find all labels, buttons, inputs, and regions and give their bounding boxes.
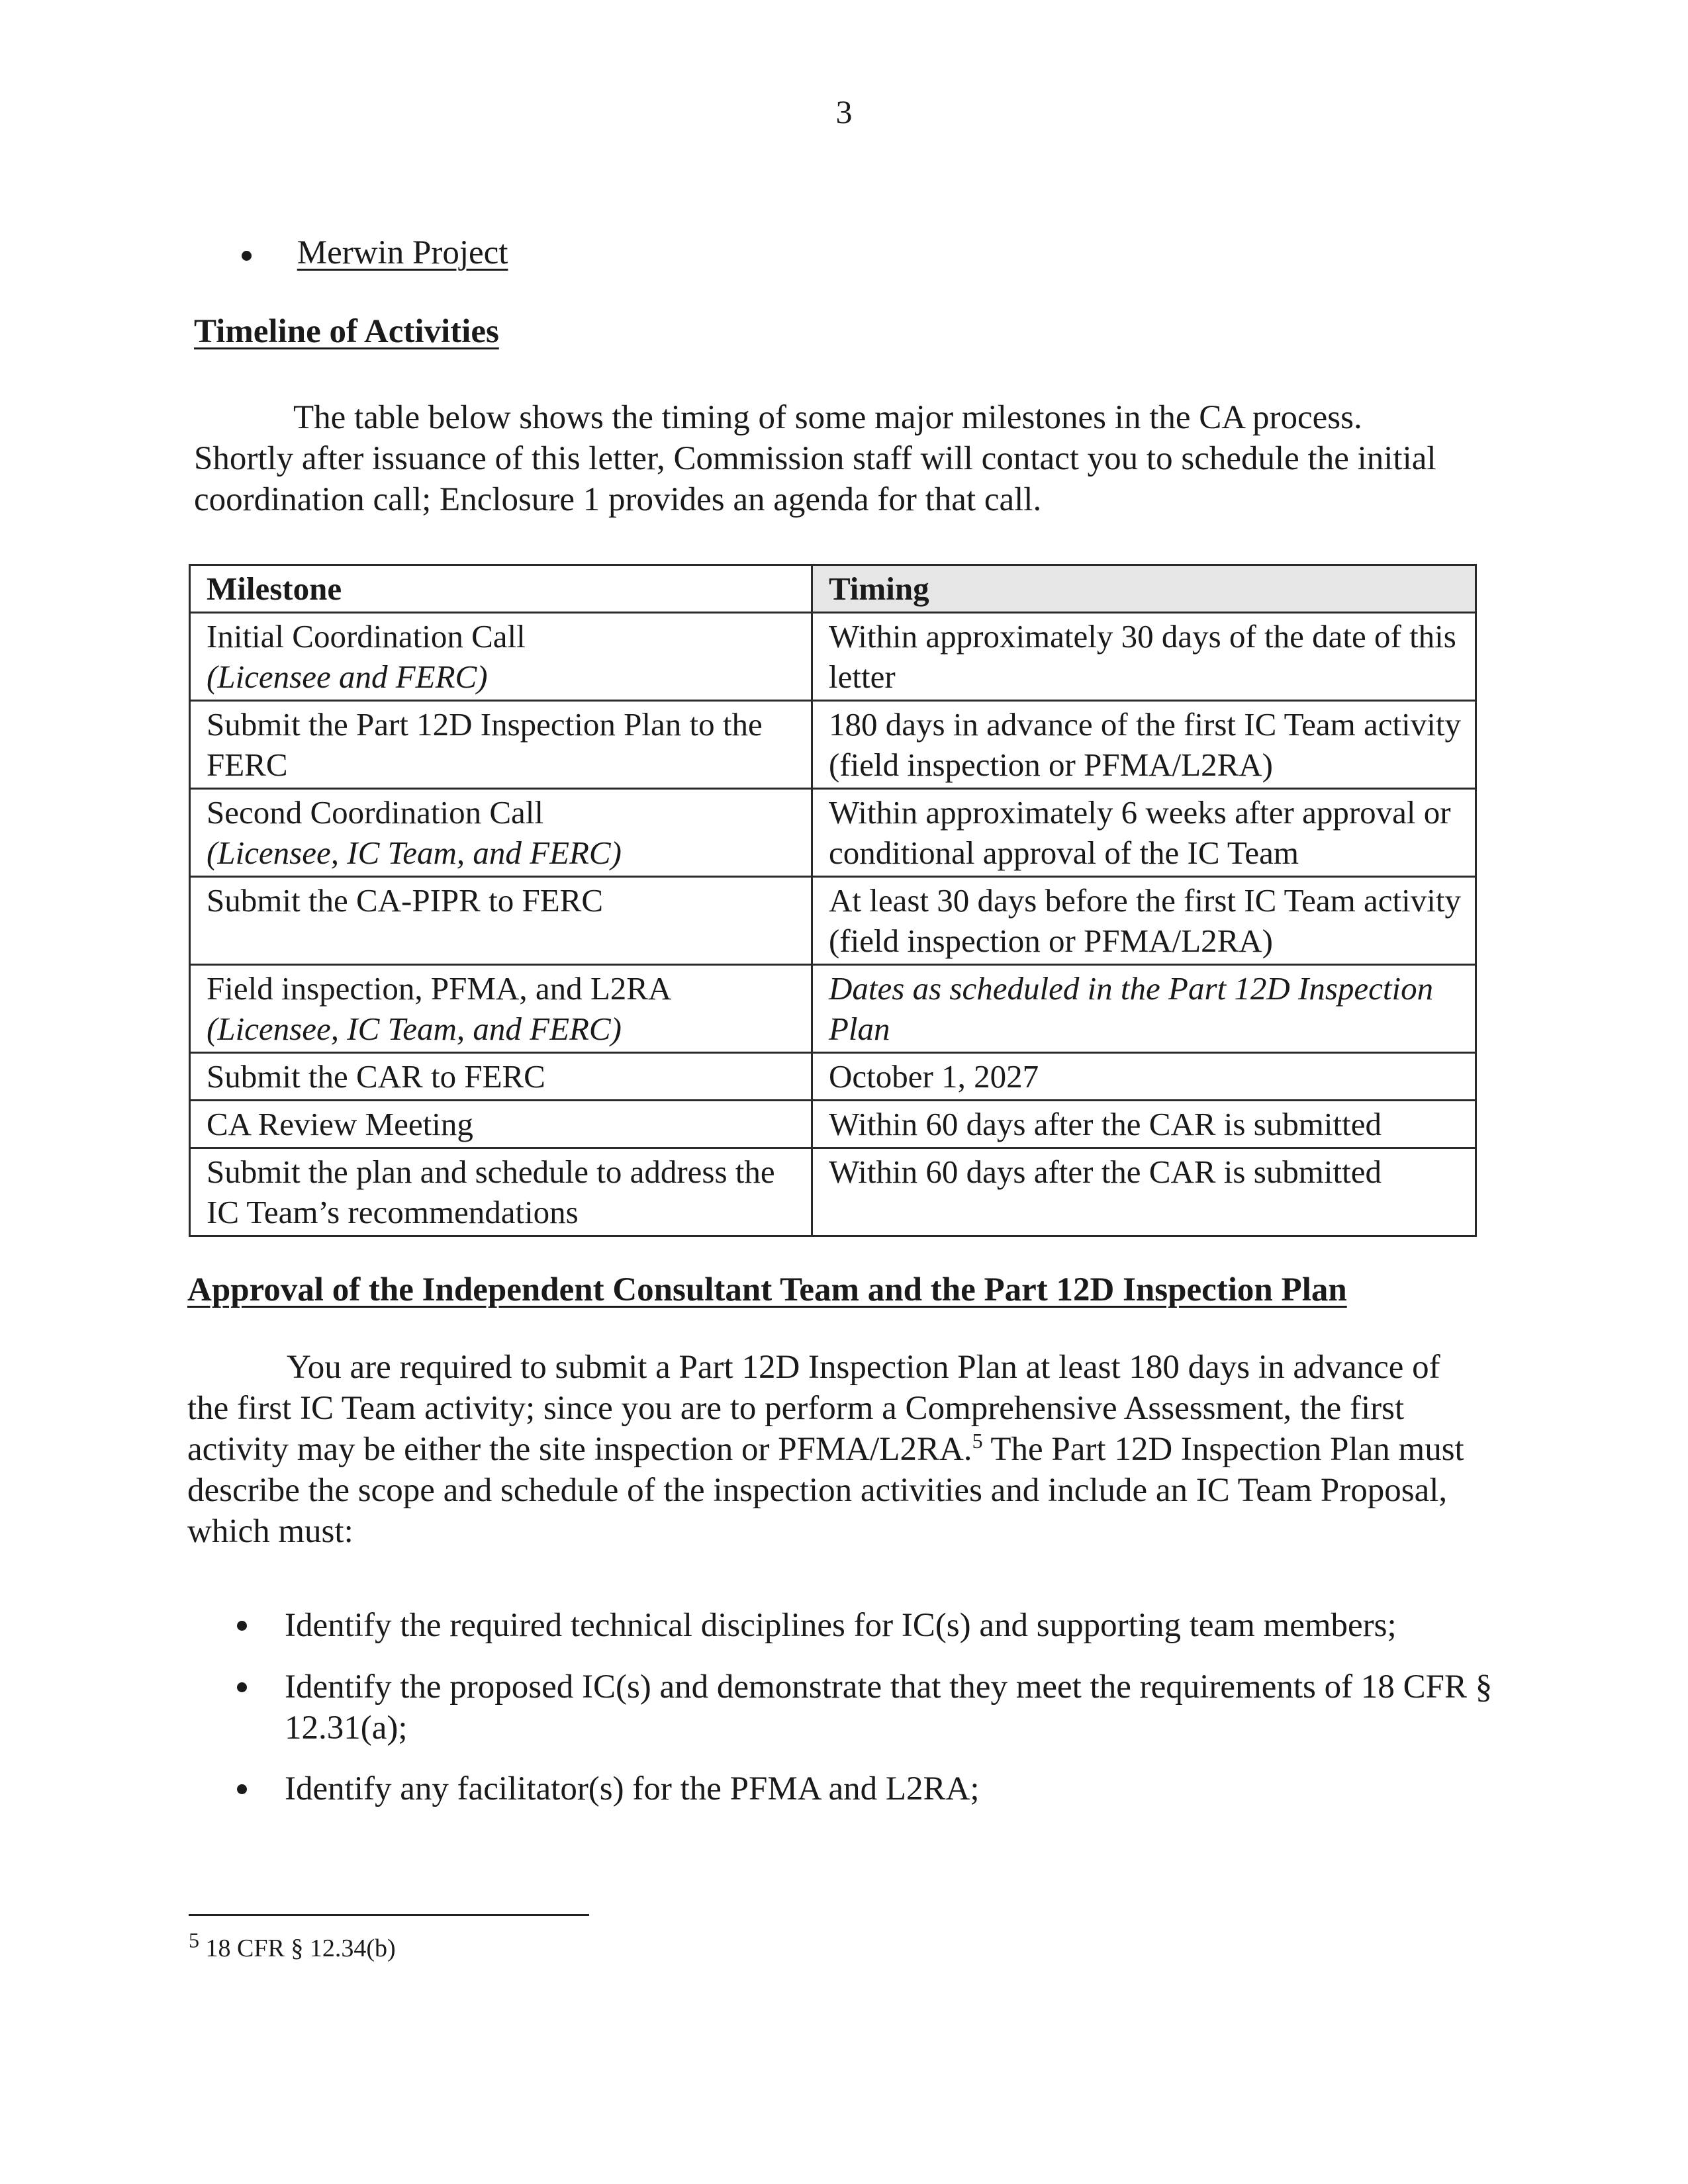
table-row <box>190 1148 1476 1236</box>
milestone-parties: (Licensee and FERC) <box>207 659 488 695</box>
milestone-cell <box>190 789 812 877</box>
milestone-cell <box>190 1148 812 1236</box>
bullet-dot <box>242 251 252 261</box>
milestone-cell <box>190 701 812 789</box>
milestone-text: CA Review Meeting <box>207 1106 473 1142</box>
header-timing: Timing <box>812 565 1476 613</box>
table-header-row <box>190 565 1476 613</box>
table-row <box>190 701 1476 789</box>
milestone-parties: (Licensee, IC Team, and FERC) <box>207 1011 622 1047</box>
section-heading-approval: Approval of the Independent Consultant Team and the Part 12D Inspection Plan <box>187 1271 1347 1308</box>
table-row <box>190 613 1476 701</box>
table-row <box>190 1053 1476 1101</box>
milestone-text: Second Coordination Call <box>207 794 543 831</box>
table-row <box>190 1101 1476 1148</box>
timing-cell: Within 60 days after the CAR is submitted <box>812 1101 1476 1148</box>
milestone-cell <box>190 877 812 965</box>
approval-text-1: You are required to submit a Part 12D Inspection Plan at least 180 days in advance of the first IC Team activity; since you are to perform a Comprehensive Assessment, the first activity may be either the site inspection or PFMA/L2RA. <box>187 1349 1440 1468</box>
milestone-text: Submit the plan and schedule to address the IC Team’s recommendations <box>207 1154 775 1230</box>
approval-paragraph <box>187 1347 1485 1552</box>
document-page: 3 Merwin Project Timeline of Activities The table below shows the timing of some major milestones in the CA process. Shortly after issuance of this letter, Commission staff will contact you to schedule the initial coordination call; Enclosure 1 provides an agenda for that call. Milestone Timing Initial Coordination Call (Licensee and FERC) Within approximately 30 days of the date of this letter Submit the Part 12D Inspection Plan to the FERC 180 days in advance of the first IC Team activity (field inspection or PFMA/L2RA) Second Coordination Call (Licensee, IC Team, and FERC) Within approximately 6 weeks after approval or conditional approval of the IC Team Submit the CA-PIPR to FERC At least 30 days before the first IC Team activity (field inspection or PFMA/L2RA) Field inspection, PFMA, and L2RA (Licensee, IC Team, and FERC) Dates as scheduled in the Part 12D Inspection Plan Submit the CAR to FERC October 1, 2027 CA Review Meeting Within 60 days after the CAR is submitted Submit the plan and schedule to address the IC Team’s recommendations Within 60 days after the CAR is submitted Approval of the Independent Consultant Team and the Part 12D Inspection Plan You are required to submit a Part 12D Inspection Plan at least 180 days in advance of the first IC Team activity; since you are to perform a Comprehensive Assessment, the first activity may be either the site inspection or PFMA/L2RA.$^5$ The Part 12D Inspection Plan must describe the scope and schedule of the inspection activities and include an IC Team Proposal, which must: Identify the required technical disciplines for IC(s) and supporting team members; Identify the proposed IC(s) and demonstrate that they meet the requirements of 18 CFR § 12.31(a); Identify any facilitator(s) for the PFMA and L2RA; $^5$ 18 CFR § 12.34(b) <box>0 0 1688 2184</box>
table-row <box>190 965 1476 1053</box>
milestone-parties: (Licensee, IC Team, and FERC) <box>207 835 622 871</box>
bullet-dot <box>237 1621 247 1631</box>
footnote-divider <box>189 1914 589 1916</box>
table-row <box>190 789 1476 877</box>
timing-cell: October 1, 2027 <box>812 1053 1476 1101</box>
timing-cell: Within approximately 6 weeks after approval or conditional approval of the IC Team <box>812 789 1476 877</box>
timing-cell: Dates as scheduled in the Part 12D Inspection Plan <box>812 965 1476 1053</box>
milestone-text: Initial Coordination Call <box>207 618 526 655</box>
milestone-text: Submit the Part 12D Inspection Plan to the FERC <box>207 706 763 783</box>
footnote: $^5$ 18 CFR § 12.34(b) <box>189 1928 396 1962</box>
section-heading-timeline: Timeline of Activities <box>194 313 499 350</box>
project-name: Merwin Project <box>297 234 508 271</box>
page-number: 3 <box>835 93 853 130</box>
timing-cell: 180 days in advance of the first IC Team activity (field inspection or PFMA/L2RA) <box>812 701 1476 789</box>
table-row <box>190 877 1476 965</box>
milestone-table <box>189 564 1477 1237</box>
milestone-cell <box>190 1101 812 1148</box>
timeline-intro: The table below shows the timing of some major milestones in the CA process. Shortly after issuance of this letter, Commission staff will contact you to schedule the initial coordination call; Enclosure 1 provides an agenda for that call. <box>194 399 1436 518</box>
approval-text-2: The Part 12D Inspection Plan must describe the scope and schedule of the inspection activities and include an IC Team Proposal, which must: <box>187 1431 1464 1550</box>
footnote-ref: 5 <box>972 1429 983 1453</box>
timing-cell: At least 30 days before the first IC Team activity (field inspection or PFMA/L2RA) <box>812 877 1476 965</box>
milestone-cell <box>190 965 812 1053</box>
timing-cell: Within 60 days after the CAR is submitted <box>812 1148 1476 1236</box>
milestone-cell <box>190 1053 812 1101</box>
project-bullet <box>242 233 508 273</box>
milestone-text: Field inspection, PFMA, and L2RA <box>207 970 672 1007</box>
milestone-cell <box>190 613 812 701</box>
bullet-dot <box>237 1784 247 1794</box>
milestone-text: Submit the CAR to FERC <box>207 1058 545 1095</box>
header-milestone: Milestone <box>190 565 812 613</box>
milestone-text: Submit the CA-PIPR to FERC <box>207 882 604 919</box>
timing-cell: Within approximately 30 days of the date of this letter <box>812 613 1476 701</box>
bullet-dot <box>237 1682 247 1692</box>
